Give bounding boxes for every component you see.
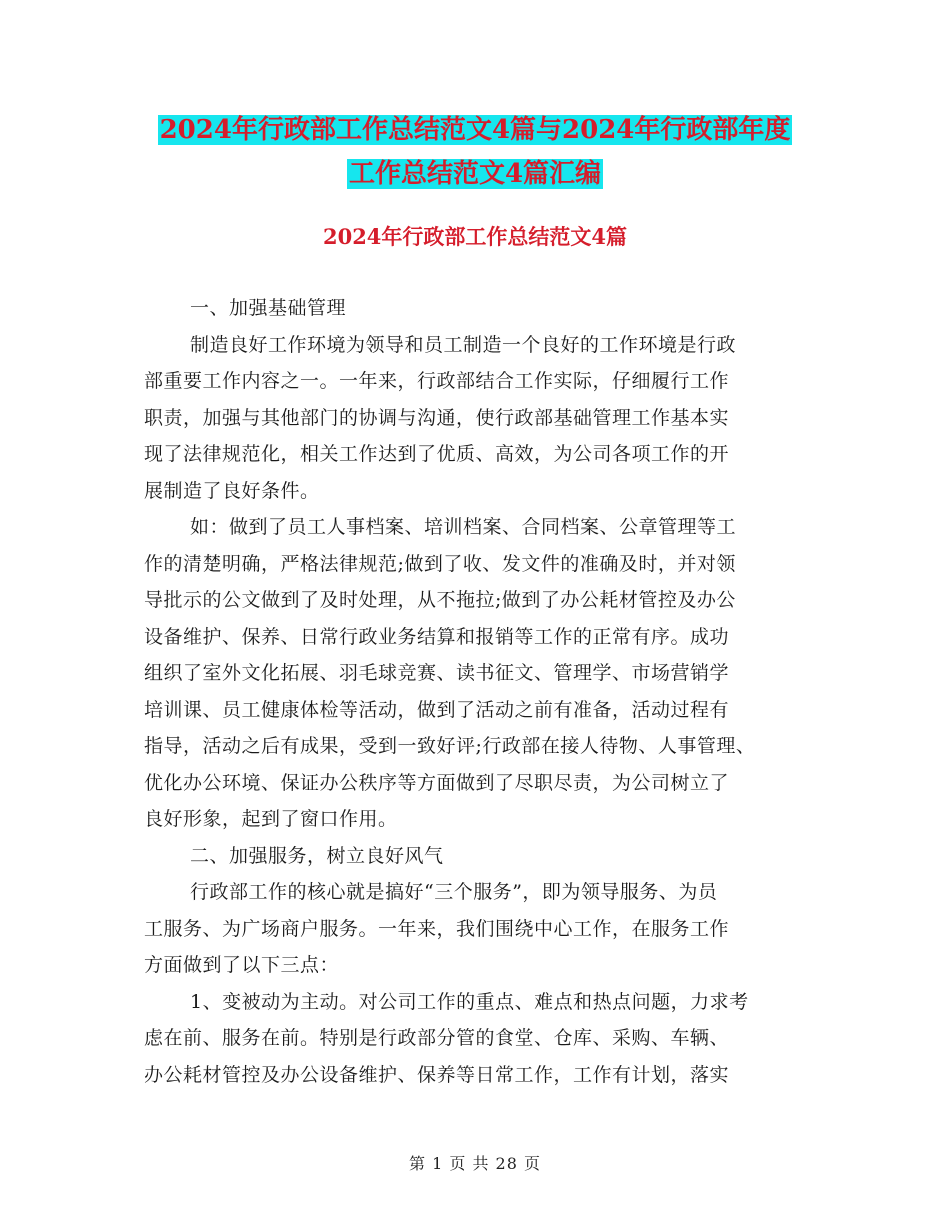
page-footer: 第 1 页 共 28 页 <box>409 1154 541 1173</box>
paragraph-line: 如：做到了员工人事档案、培训档案、合同档案、公章管理等工 <box>190 516 737 538</box>
paragraph-line: 行政部工作的核心就是搞好“三个服务”，即为领导服务、为员 <box>190 881 718 903</box>
subheading-2: 二、加强服务，树立良好风气 <box>190 844 444 867</box>
paragraph-line: 良好形象，起到了窗口作用。 <box>144 808 398 830</box>
paragraph-line: 指导，活动之后有成果，受到一致好评;行政部在接人待物、人事管理、 <box>144 735 756 757</box>
paragraph-line: 导批示的公文做到了及时处理，从不拖拉;做到了办公耗材管控及办公 <box>144 589 736 611</box>
paragraph-line: 虑在前、服务在前。特别是行政部分管的食堂、仓库、采购、车辆、 <box>144 1027 730 1049</box>
subheading-1: 一、加强基础管理 <box>190 297 347 319</box>
paragraph-line: 方面做到了以下三点： <box>144 954 340 976</box>
section-heading: 2024年行政部工作总结范文4篇 <box>322 224 628 249</box>
body-text <box>144 290 804 1093</box>
paragraph-line: 作的清楚明确，严格法律规范;做到了收、发文件的准确及时，并对领 <box>144 552 736 575</box>
paragraph-line: 制造良好工作环境为领导和员工制造一个良好的工作环境是行政 <box>190 333 737 356</box>
paragraph-line: 设备维护、保养、日常行政业务结算和报销等工作的正常有序。成功 <box>144 625 730 648</box>
paragraph-line: 优化办公环境、保证办公秩序等方面做到了尽职尽责，为公司树立了 <box>144 771 730 794</box>
title-highlight-2: 工作总结范文4篇汇编 <box>348 159 602 189</box>
document-title-line-1 <box>0 108 950 152</box>
title-highlight-1: 2024年行政部工作总结范文4篇与2024年行政部年度 <box>159 115 791 145</box>
paragraph-line: 现了法律规范化，相关工作达到了优质、高效，为公司各项工作的开 <box>144 443 730 465</box>
paragraph-line: 1、变被动为主动。对公司工作的重点、难点和热点问题，力求考 <box>190 990 749 1013</box>
paragraph-line: 展制造了良好条件。 <box>144 479 320 502</box>
paragraph-line: 办公耗材管控及办公设备维护、保养等日常工作，工作有计划，落实 <box>144 1063 730 1086</box>
document-title-line-2 <box>0 152 950 196</box>
paragraph-line: 部重要工作内容之一。一年来，行政部结合工作实际，仔细履行工作 <box>144 370 730 392</box>
paragraph-line: 组织了室外文化拓展、羽毛球竞赛、读书征文、管理学、市场营销学 <box>144 662 730 684</box>
paragraph-line: 培训课、员工健康体检等活动，做到了活动之前有准备，活动过程有 <box>144 698 730 721</box>
paragraph-line: 职责，加强与其他部门的协调与沟通，使行政部基础管理工作基本实 <box>144 406 730 429</box>
paragraph-line: 工服务、为广场商户服务。一年来，我们围绕中心工作，在服务工作 <box>144 917 730 940</box>
